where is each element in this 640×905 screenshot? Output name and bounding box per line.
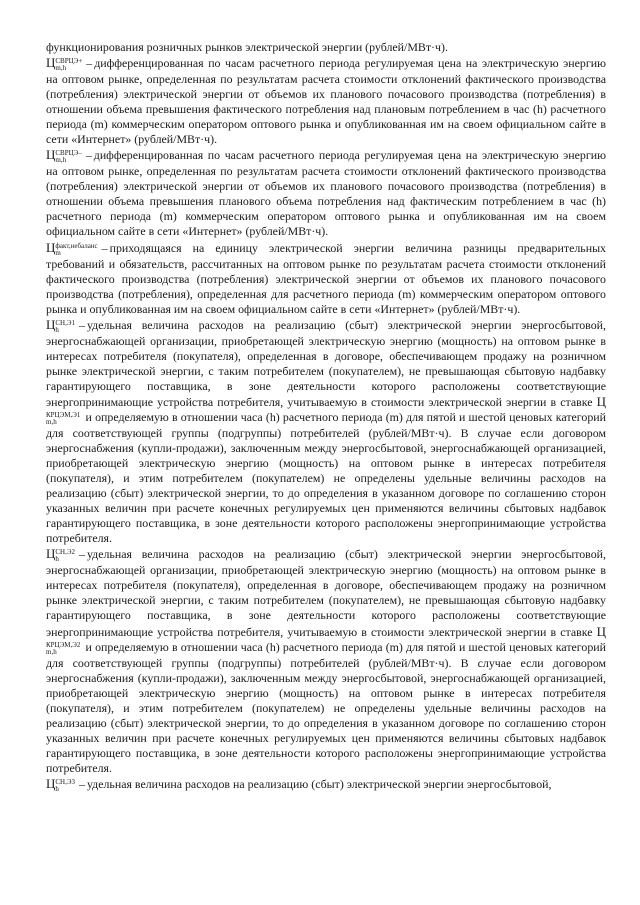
definition-text-part-b: и определяемую в отношении часа (h) расчетного периода (m) для пятой и шестой ценовых категорий для соответствующей группы (подгруппы) потребителей (рублей/МВт·ч). В случае если договором энергоснабжения (купли-продажи), заключенным между энергосбытовой, энергоснабжающей организацией, приобретающей электрическую энергию (мощность) на оптовом рынке в интересах потребителя (покупателя), и этим потребителем (покупателем) не определены удельные величины расходов на реализацию (сбыт) электрической энергии, то до определения в указанном договоре по соглашению сторон указанных величин при расчете конечных регулируемых цен применяются величины сбытовых надбавок гарантирующего поставщика, в зоне деятельности которого расположены энергопринимающие устройства потребителя. <box>46 639 606 775</box>
definition-text: дифференцированная по часам расчетного периода регулируемая цена на электрическую энергию на оптовом рынке, определенная по результатам расчета стоимости отклонений фактического производства (потребления) электрической энергии от объемов их планового почасового производства (потребления) в отношении объема превышения фактического потребления над плановым потреблением в час (h) расчетного периода (m) коммерческим оператором оптового рынка и опубликованная им на своем официальном сайте в сети «Интернет» (рублей/МВт·ч). <box>46 56 606 147</box>
formula-symbol: Ц СВРЦЭ– m,h <box>46 147 82 165</box>
formula-symbol: Ц СВРЦЭ+ m,h <box>46 55 83 73</box>
definition-dash: – <box>101 240 108 255</box>
inline-formula-symbol: Ц КРЦЭМ,Э2 m,h <box>46 623 606 656</box>
definition-dash: – <box>79 317 85 332</box>
formula-symbol: Ц факт,небаланс m <box>46 239 98 257</box>
definition-dash: – <box>86 56 93 71</box>
definition-dash: – <box>79 776 85 791</box>
definition-sn-e1 <box>46 317 606 547</box>
definition-dash: – <box>85 148 92 163</box>
inline-formula-symbol: Ц КРЦЭМ,Э1 m,h <box>46 393 606 426</box>
definition-dash: – <box>79 547 85 562</box>
definition-text: дифференцированная по часам расчетного периода регулируемая цена на электрическую энергию на оптовом рынке, определенная по результатам расчета стоимости отклонений фактического производства (потребления) электрической энергии от объемов их планового почасового производства (потребления) в отношении объема превышения планового объема потребления над фактическим потреблением в час (h) расчетного периода (m) коммерческим оператором оптового рынка и опубликованная им на своем официальном сайте в сети «Интернет» (рублей/МВт·ч). <box>46 148 606 239</box>
definition-text: приходящаяся на единицу электрической энергии величина разницы предварительных требований и обязательств, рассчитанных на оптовом рынке по результатам расчета стоимости отклонений фактического производства (потребления) электрической энергии от объемов их планового почасового производства (потребления), определенная для расчетного периода (m) коммерческим оператором оптового рынка и опубликованная им на своем официальном сайте в сети «Интернет» (рублей/МВт·ч). <box>46 240 606 316</box>
definition-cvrce-minus <box>46 147 606 239</box>
formula-symbol: Ц СН,Э2 h <box>46 546 75 564</box>
formula-symbol: Ц СН,Э1 h <box>46 316 75 334</box>
definition-text: удельная величина расходов на реализацию (сбыт) электрической энергии энергосбытовой, <box>86 776 552 791</box>
paragraph-continuation <box>46 40 606 55</box>
formula-symbol: Ц СН,Э3 h <box>46 775 75 793</box>
definition-text-part-a: удельная величина расходов на реализацию (сбыт) электрической энергии энергосбытовой, энергоснабжающей организации, приобретающей электрическую энергию (мощность) на оптовом рынке в интересах потребителя (покупателя), определенная в договоре, обеспечивающем продажу на розничном рынке электрической энергии, с таким потребителем (покупателем), не превышающая сбытовую надбавку гарантирующего поставщика, в зоне деятельности которого расположены соответствующие энергопринимающие устройства потребителя, учитываемую в стоимости электрической энергии в ставке <box>46 547 606 639</box>
continuation-text: функционирования розничных рынков электрической энергии (рублей/МВт·ч). <box>46 40 448 54</box>
definition-sn-e2 <box>46 546 606 776</box>
definition-text-part-b: и определяемую в отношении часа (h) расчетного периода (m) для пятой и шестой ценовых категорий для соответствующей группы (подгруппы) потребителей (рублей/МВт·ч). В случае если договором энергоснабжения (купли-продажи), заключенным между энергосбытовой, энергоснабжающей организацией, приобретающей электрическую энергию (мощность) на оптовом рынке в интересах потребителя (покупателя), и этим потребителем (покупателем) не определены удельные величины расходов на реализацию (сбыт) электрической энергии, то до определения в указанном договоре по соглашению сторон указанных величин при расчете конечных регулируемых цен применяются величины сбытовых надбавок гарантирующего поставщика, в зоне деятельности которого расположены энергопринимающие устройства потребителя. <box>46 409 606 546</box>
definition-fact-imbalance <box>46 240 606 317</box>
definition-sn-e3 <box>46 776 606 793</box>
definition-text-part-a: удельная величина расходов на реализацию (сбыт) электрической энергии энергосбытовой, энергоснабжающей организации, приобретающей электрическую энергию (мощность) на оптовом рынке в интересах потребителя (покупателя), определенная в договоре, обеспечивающем продажу на розничном рынке электрической энергии, с таким потребителем (покупателем), не превышающая сбытовую надбавку гарантирующего поставщика, в зоне деятельности которого расположены соответствующие энергопринимающие устройства потребителя, учитываемую в стоимости электрической энергии в ставке <box>46 317 606 409</box>
definition-cvrce-plus <box>46 55 606 147</box>
